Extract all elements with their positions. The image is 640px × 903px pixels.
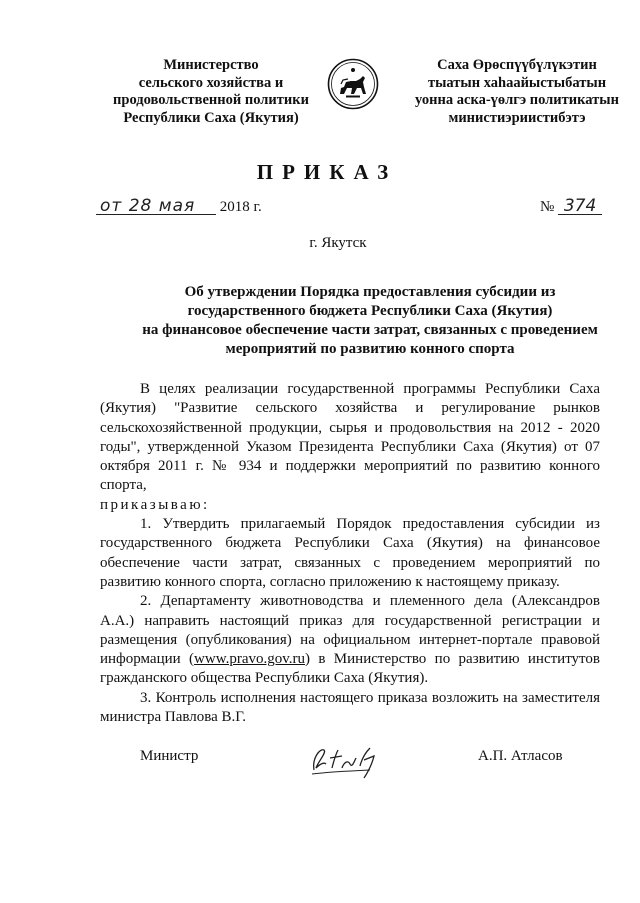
document-city: г. Якутск xyxy=(309,235,367,251)
handwritten-number: 374 xyxy=(558,198,602,215)
ministry-name-line: тыатын хаһаайыстыбатын xyxy=(427,74,607,91)
subject-line: государственного бюджета Республики Саха (Якутия) xyxy=(187,303,553,319)
ministry-name-line: Министерство xyxy=(163,57,259,73)
document-body xyxy=(100,380,600,727)
order-item-1: 1. Утвердить прилагаемый Порядок предоставления субсидии из государственного бюджета Республики Саха (Якутия) на финансовое обеспечение части затрат, связанных с проведением мероприятий по развитию конного спорта, согласно приложению к настоящему приказу. xyxy=(100,516,600,590)
document-title: ПРИКАЗ xyxy=(256,160,398,184)
subject-line: мероприятий по развитию конного спорта xyxy=(225,341,515,357)
signatory-role: Министр xyxy=(140,748,199,764)
preamble-paragraph: В целях реализации государственной программы Республики Саха (Якутия) "Развитие сельского хозяйства и регулирование рынков сельскохозяйственной продукции, сырья и продовольствия на 2012 - 2020 годы", утвержденной Указом Президента Республики Саха (Якутия) от 07 октября 2011 г. № 934 и поддержки мероприятий по развитию конного спорта, xyxy=(100,381,600,494)
document-year: 2018 г. xyxy=(219,199,262,215)
order-item-2-text-end: ) в Министерство по развитию институтов гражданского общества Республики Саха (Якутия). xyxy=(100,651,600,687)
document-subject xyxy=(120,283,620,359)
ministry-name-russian xyxy=(96,57,326,127)
order-word: приказываю: xyxy=(100,496,210,513)
handwritten-date: от 28 мая xyxy=(96,198,216,215)
subject-line: Об утверждении Порядка предоставления субсидии из xyxy=(184,284,556,300)
ministry-name-line: уонна аска-үөлгэ политикатын xyxy=(415,92,619,108)
handwritten-signature xyxy=(308,740,386,780)
coat-of-arms-emblem-icon xyxy=(327,58,379,110)
order-item-3: 3. Контроль исполнения настоящего приказа возложить на заместителя министра Павлова В.Г. xyxy=(100,689,600,726)
document-date xyxy=(96,198,262,216)
order-item-2 xyxy=(100,592,600,688)
number-sign: № xyxy=(540,199,555,215)
order-item-2-text: 2. Департаменту животноводства и племенного дела (Александров А.А.) направить настоящий приказ для государственной регистрации и размещения (опубликования) на официальном интернет-портале правовой информации ( xyxy=(100,593,600,668)
ministry-name-yakut xyxy=(404,57,630,127)
signatory-name: А.П. Атласов xyxy=(478,748,563,764)
ministry-name-line: Саха Өрөспүүбүлүкэтин xyxy=(437,57,597,73)
pravo-gov-link[interactable]: www.pravo.gov.ru xyxy=(194,651,305,668)
ministry-name-line: сельского хозяйства и xyxy=(138,74,284,91)
document-number xyxy=(540,198,602,216)
subject-line: на финансовое обеспечение части затрат, связанных с проведением xyxy=(142,322,598,338)
ministry-name-line: продовольственной политики xyxy=(113,92,309,108)
ministry-name-line: министиэриистибэтэ xyxy=(448,109,586,126)
ministry-name-line: Республики Саха (Якутия) xyxy=(123,109,299,126)
